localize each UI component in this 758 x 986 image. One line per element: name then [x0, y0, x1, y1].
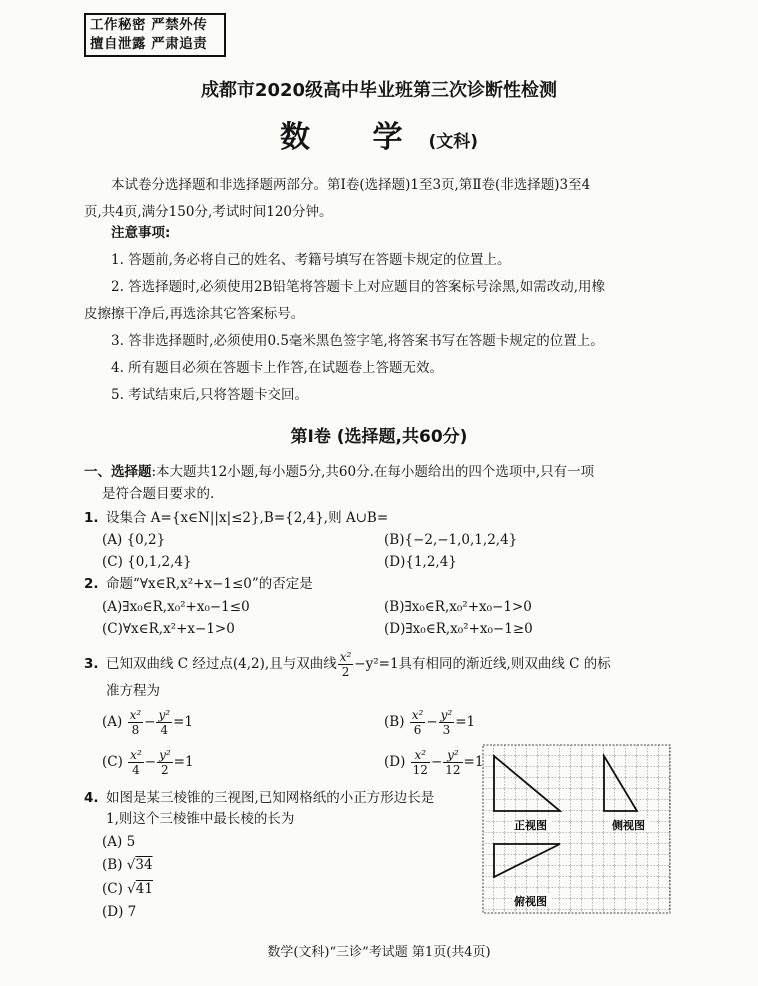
q4-option-b: (B) √34: [102, 857, 153, 873]
q2-option-c: (C)∀x∈R,x²+x−1>0: [102, 621, 235, 637]
q4-stem-2: 1,则这个三棱锥中最长棱的长为: [106, 811, 295, 827]
three-view-figure: [482, 744, 672, 920]
q3-stem-line2: 准方程为: [106, 683, 160, 699]
question-2: [84, 574, 313, 594]
q2-option-b: (B)∃x₀∈R,x₀²+x₀−1>0: [384, 599, 532, 615]
q4-number: 4.: [84, 790, 99, 806]
notes-heading: 注意事项:: [111, 225, 171, 241]
stamp-line-1: 工作秘密 严禁外传: [90, 17, 208, 33]
q3-option-c: (C) $\frac{\text{x²}}{4}$ − $\frac{\text{y²}}{2}$ =1: [102, 748, 194, 777]
q2-option-a: (A)∃x₀∈R,x₀²+x₀−1≤0: [102, 599, 250, 615]
q3-number: 3.: [84, 656, 99, 672]
q1-option-b: (B){−2,−1,0,1,2,4}: [384, 532, 518, 548]
q4-option-a: (A) 5: [102, 834, 136, 850]
instr-text-2: 是符合题目要求的.: [102, 486, 215, 502]
top-view-label: 俯视图: [514, 895, 547, 908]
notes: [84, 220, 684, 409]
intro-line-1: 本试卷分选择题和非选择题两部分。第Ⅰ卷(选择题)1至3页,第Ⅱ卷(非选择题)3至4: [111, 177, 591, 193]
notes-item-5: 5. 考试结束后,只将答题卡交回。: [111, 387, 308, 403]
intro-line-2: 页,共4页,满分150分,考试时间120分钟。: [84, 204, 333, 220]
notes-item-2b: 皮擦擦干净后,再选涂其它答案标号。: [84, 306, 305, 322]
subject-title: [0, 112, 758, 156]
confidential-stamp: [84, 13, 226, 57]
question-4: [84, 788, 434, 808]
q3-option-d: (D) $\frac{\text{x²}}{12}$ − $\frac{\text{y²}}{12}$ =1: [384, 748, 484, 777]
instr-text: :本大题共12小题,每小题5分,共60分.在每小题给出的四个选项中,只有一项: [151, 464, 595, 480]
q1-stem: 设集合 A={x∈N||x|≤2},B={2,4},则 A∪B=: [106, 510, 389, 526]
q3-stem-a: 已知双曲线 C 经过点(4,2),且与双曲线: [106, 656, 337, 672]
q2-number: 2.: [84, 576, 99, 592]
subject-sub: (文科): [428, 132, 478, 152]
question-3: [84, 650, 611, 679]
side-view-label: 侧视图: [612, 819, 645, 832]
notes-item-1: 1. 答题前,务必将自己的姓名、考籍号填写在答题卡规定的位置上。: [111, 252, 511, 268]
notes-item-3: 3. 答非选择题时,必须使用0.5毫米黑色签字笔,将答案书写在答题卡规定的位置上。: [111, 333, 604, 349]
notes-item-4: 4. 所有题目必须在答题卡上作答,在试题卷上答题无效。: [111, 360, 443, 376]
notes-item-2a: 2. 答选择题时,必须使用2B铅笔将答题卡上对应题目的答案标号涂黑,如需改动,用橡: [111, 279, 606, 295]
q1-option-a: (A) {0,2}: [102, 532, 166, 548]
front-view-label: 正视图: [514, 819, 547, 832]
stamp-line-2: 擅自泄露 严肃追责: [90, 36, 208, 52]
q1-number: 1.: [84, 510, 99, 526]
q2-option-d: (D)∃x₀∈R,x₀²+x₀−1≥0: [384, 621, 533, 637]
exam-title: 成都市2020级高中毕业班第三次诊断性检测: [200, 80, 558, 101]
q3-stem-fraction: $\frac{\text{x²}}{2}$: [339, 650, 352, 679]
three-view-grid: [482, 744, 672, 916]
section-1-title: 第Ⅰ卷 (选择题,共60分): [290, 427, 468, 447]
q2-stem: 命题“∀x∈R,x²+x−1≤0”的否定是: [106, 576, 313, 592]
section-instructions: [84, 462, 594, 482]
intro: [84, 172, 684, 226]
page-footer: 数学(文科)“三诊”考试题 第1页(共4页): [267, 945, 491, 960]
instr-label: 一、选择题: [84, 464, 152, 480]
q3-option-b: (B) $\frac{\text{x²}}{6}$ − $\frac{\text{y²}}{3}$ =1: [384, 708, 476, 737]
subject-main: 数 学: [280, 120, 429, 155]
q1-option-d: (D){1,2,4}: [384, 554, 457, 570]
q4-option-d: (D) 7: [102, 904, 137, 920]
question-1: [84, 508, 388, 528]
q3-option-a: (A) $\frac{\text{x²}}{8}$ − $\frac{\text{y²}}{4}$ =1: [102, 708, 193, 737]
q4-option-c: (C) √41: [102, 881, 153, 897]
q4-stem-1: 如图是某三棱锥的三视图,已知网格纸的小正方形边长是: [106, 790, 435, 806]
q3-stem-b: −y²=1具有相同的渐近线,则双曲线 C 的标: [354, 656, 611, 672]
q1-option-c: (C) {0,1,2,4}: [102, 554, 192, 570]
